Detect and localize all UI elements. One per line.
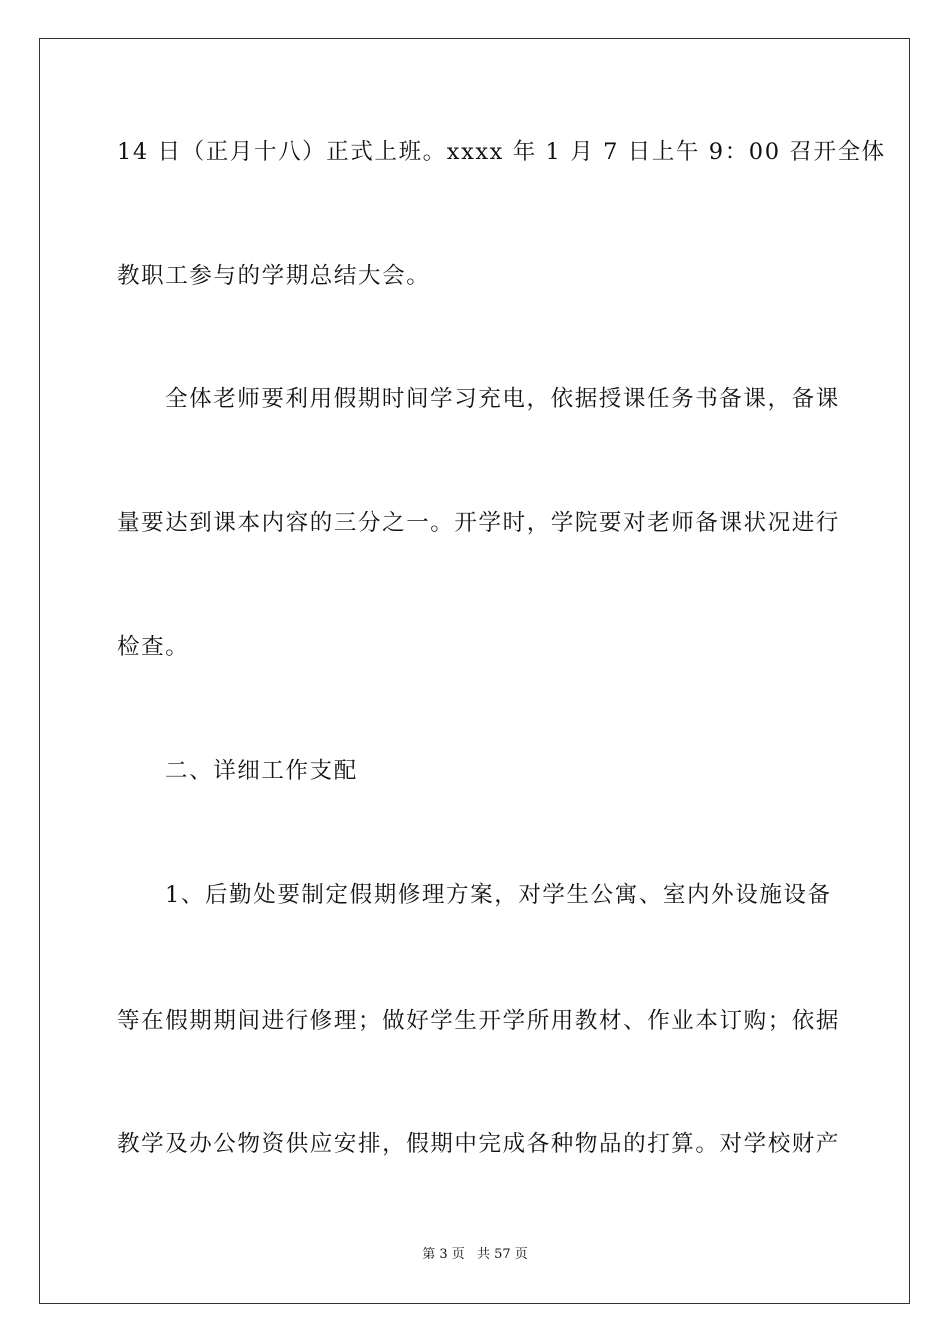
text-line-8: 等在假期期间进行修理；做好学生开学所用教材、作业本订购；依据 bbox=[117, 1008, 841, 1034]
text-line-2: 教职工参与的学期总结大会。 bbox=[117, 263, 431, 289]
section-heading: 二、详细工作支配 bbox=[165, 758, 358, 784]
page-number-current: 第 3 页 bbox=[422, 1247, 465, 1262]
text-line-4: 量要达到课本内容的三分之一。开学时，学院要对老师备课状况进行 bbox=[117, 510, 841, 536]
text-line-7: 1、后勤处要制定假期修理方案，对学生公寓、室内外设施设备 bbox=[165, 882, 832, 908]
text-line-5: 检查。 bbox=[117, 634, 190, 660]
text-line-1: 14 日（正月十八）正式上班。xxxx 年 1 月 7 日上午 9：00 召开全体 bbox=[117, 139, 886, 165]
page-footer bbox=[0, 1246, 950, 1264]
page-border bbox=[39, 38, 910, 1304]
text-line-3: 全体老师要利用假期时间学习充电，依据授课任务书备课，备课 bbox=[165, 386, 840, 412]
text-line-9: 教学及办公物资供应安排，假期中完成各种物品的打算。对学校财产 bbox=[117, 1131, 841, 1157]
page-number-total: 共 57 页 bbox=[476, 1247, 528, 1262]
